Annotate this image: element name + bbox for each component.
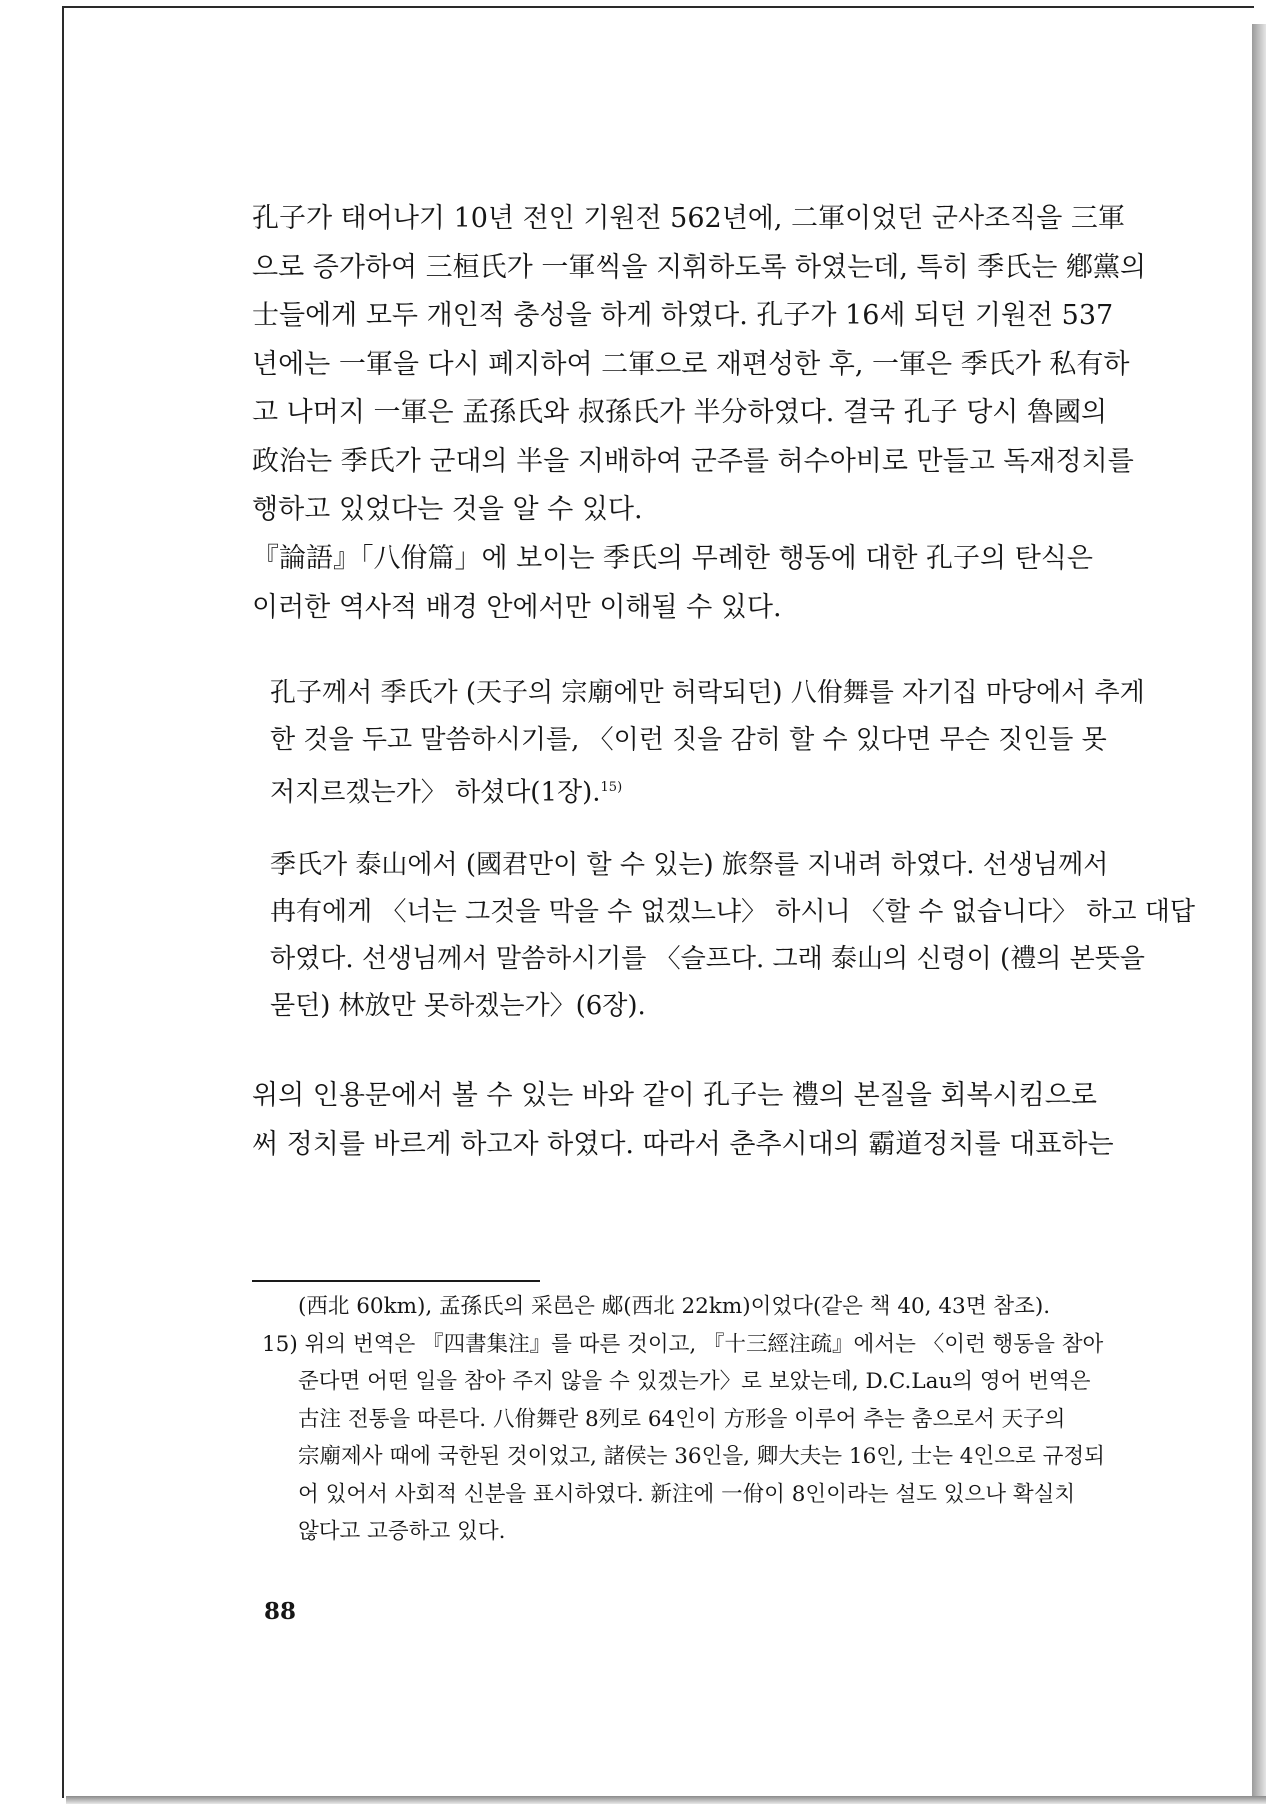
quote-line: 묻던) 林放만 못하겠는가〉(6장). (270, 991, 646, 1021)
text-line: 『論語』「八佾篇」에 보이는 季氏의 무례한 행동에 대한 孔子의 탄식은 (252, 543, 1093, 574)
text-line: 고 나머지 一軍은 孟孫氏와 叔孫氏가 半分하였다. 결국 孔子 당시 魯國의 (252, 397, 1108, 428)
quote-line: 冉有에게 〈너는 그것을 막을 수 없겠느냐〉 하시니 〈할 수 없습니다〉 하고 대답 (270, 897, 1196, 927)
footnote-ref: 15) (600, 780, 623, 795)
text-line: 위의 인용문에서 볼 수 있는 바와 같이 孔子는 禮의 본질을 회복시킴으로 (252, 1080, 1097, 1111)
footnote-15-line: 않다고 고증하고 있다. (298, 1519, 506, 1544)
quote-block-2 (270, 842, 1196, 1030)
body-paragraph-3 (252, 1072, 1132, 1169)
quote-line: 하였다. 선생님께서 말씀하시기를 〈슬프다. 그래 泰山의 신령이 (禮의 본뜻을 (270, 944, 1145, 974)
quote-line: 한 것을 두고 말씀하시기를, 〈이런 짓을 감히 할 수 있다면 무슨 짓인들 못 (270, 725, 1107, 755)
body-paragraph-2 (252, 535, 1132, 632)
footnote-15-line: 15) 위의 번역은 『四書集注』를 따른 것이고, 『十三經注疏』에서는 〈이런 행동을 참아 (262, 1331, 1104, 1357)
page-edge-bottom (66, 1796, 1266, 1804)
quote-text: 저지르겠는가〉 하셨다(1장). (270, 777, 601, 808)
quote-line: 季氏가 泰山에서 (國君만이 할 수 있는) 旅祭를 지내려 하였다. 선생님께서 (270, 850, 1109, 880)
text-line: 士들에게 모두 개인적 충성을 하게 하였다. 孔子가 16세 되던 기원전 537 (252, 300, 1114, 331)
footnote-15-line: 어 있어서 사회적 신분을 표시하였다. 新注에 一佾이 8인이라는 설도 있으나 확실치 (298, 1481, 1076, 1507)
footnote-continuation: (西北 60km), 孟孫氏의 采邑은 郕(西北 22km)이었다(같은 책 40, 43면 참조). (298, 1294, 1051, 1319)
quote-block-1 (270, 670, 1145, 817)
page-edge-right (1252, 24, 1266, 1804)
text-line: 孔子가 태어나기 10년 전인 기원전 562년에, 二軍이었던 군사조직을 三軍 (252, 203, 1125, 234)
text-line: 써 정치를 바르게 하고자 하였다. 따라서 춘추시대의 霸道정치를 대표하는 (252, 1128, 1114, 1160)
footnote-15-line: 준다면 어떤 일을 참아 주지 않을 수 있겠는가〉로 보았는데, D.C.Lau의 영어 번역은 (298, 1369, 1091, 1394)
footnote-divider (252, 1280, 540, 1282)
footnotes (262, 1288, 1142, 1551)
text-line: 으로 증가하여 三桓氏가 一軍씩을 지휘하도록 하였는데, 특히 季氏는 鄕黨의 (252, 251, 1147, 283)
text-line: 행하고 있었다는 것을 알 수 있다. (252, 494, 643, 525)
text-line: 년에는 一軍을 다시 폐지하여 二軍으로 재편성한 후, 一軍은 季氏가 私有하 (252, 348, 1130, 380)
page-number: 88 (264, 1598, 297, 1625)
footnote-15-line: 宗廟제사 때에 국한된 것이었고, 諸侯는 36인을, 卿大夫는 16인, 士는 4인으로 규정되 (298, 1444, 1105, 1469)
footnote-15-line: 古注 전통을 따른다. 八佾舞란 8列로 64인이 方形을 이루어 추는 춤으로서 天子의 (298, 1406, 1066, 1432)
quote-line (270, 764, 1132, 817)
body-paragraph-1 (252, 195, 1147, 535)
text-line: 이러한 역사적 배경 안에서만 이해될 수 있다. (252, 591, 782, 623)
text-line: 政治는 季氏가 군대의 半을 지배하여 군주를 허수아비로 만들고 독재정치를 (252, 445, 1134, 477)
quote-line: 孔子께서 季氏가 (天子의 宗廟에만 허락되던) 八佾舞를 자기집 마당에서 추게 (270, 678, 1145, 708)
